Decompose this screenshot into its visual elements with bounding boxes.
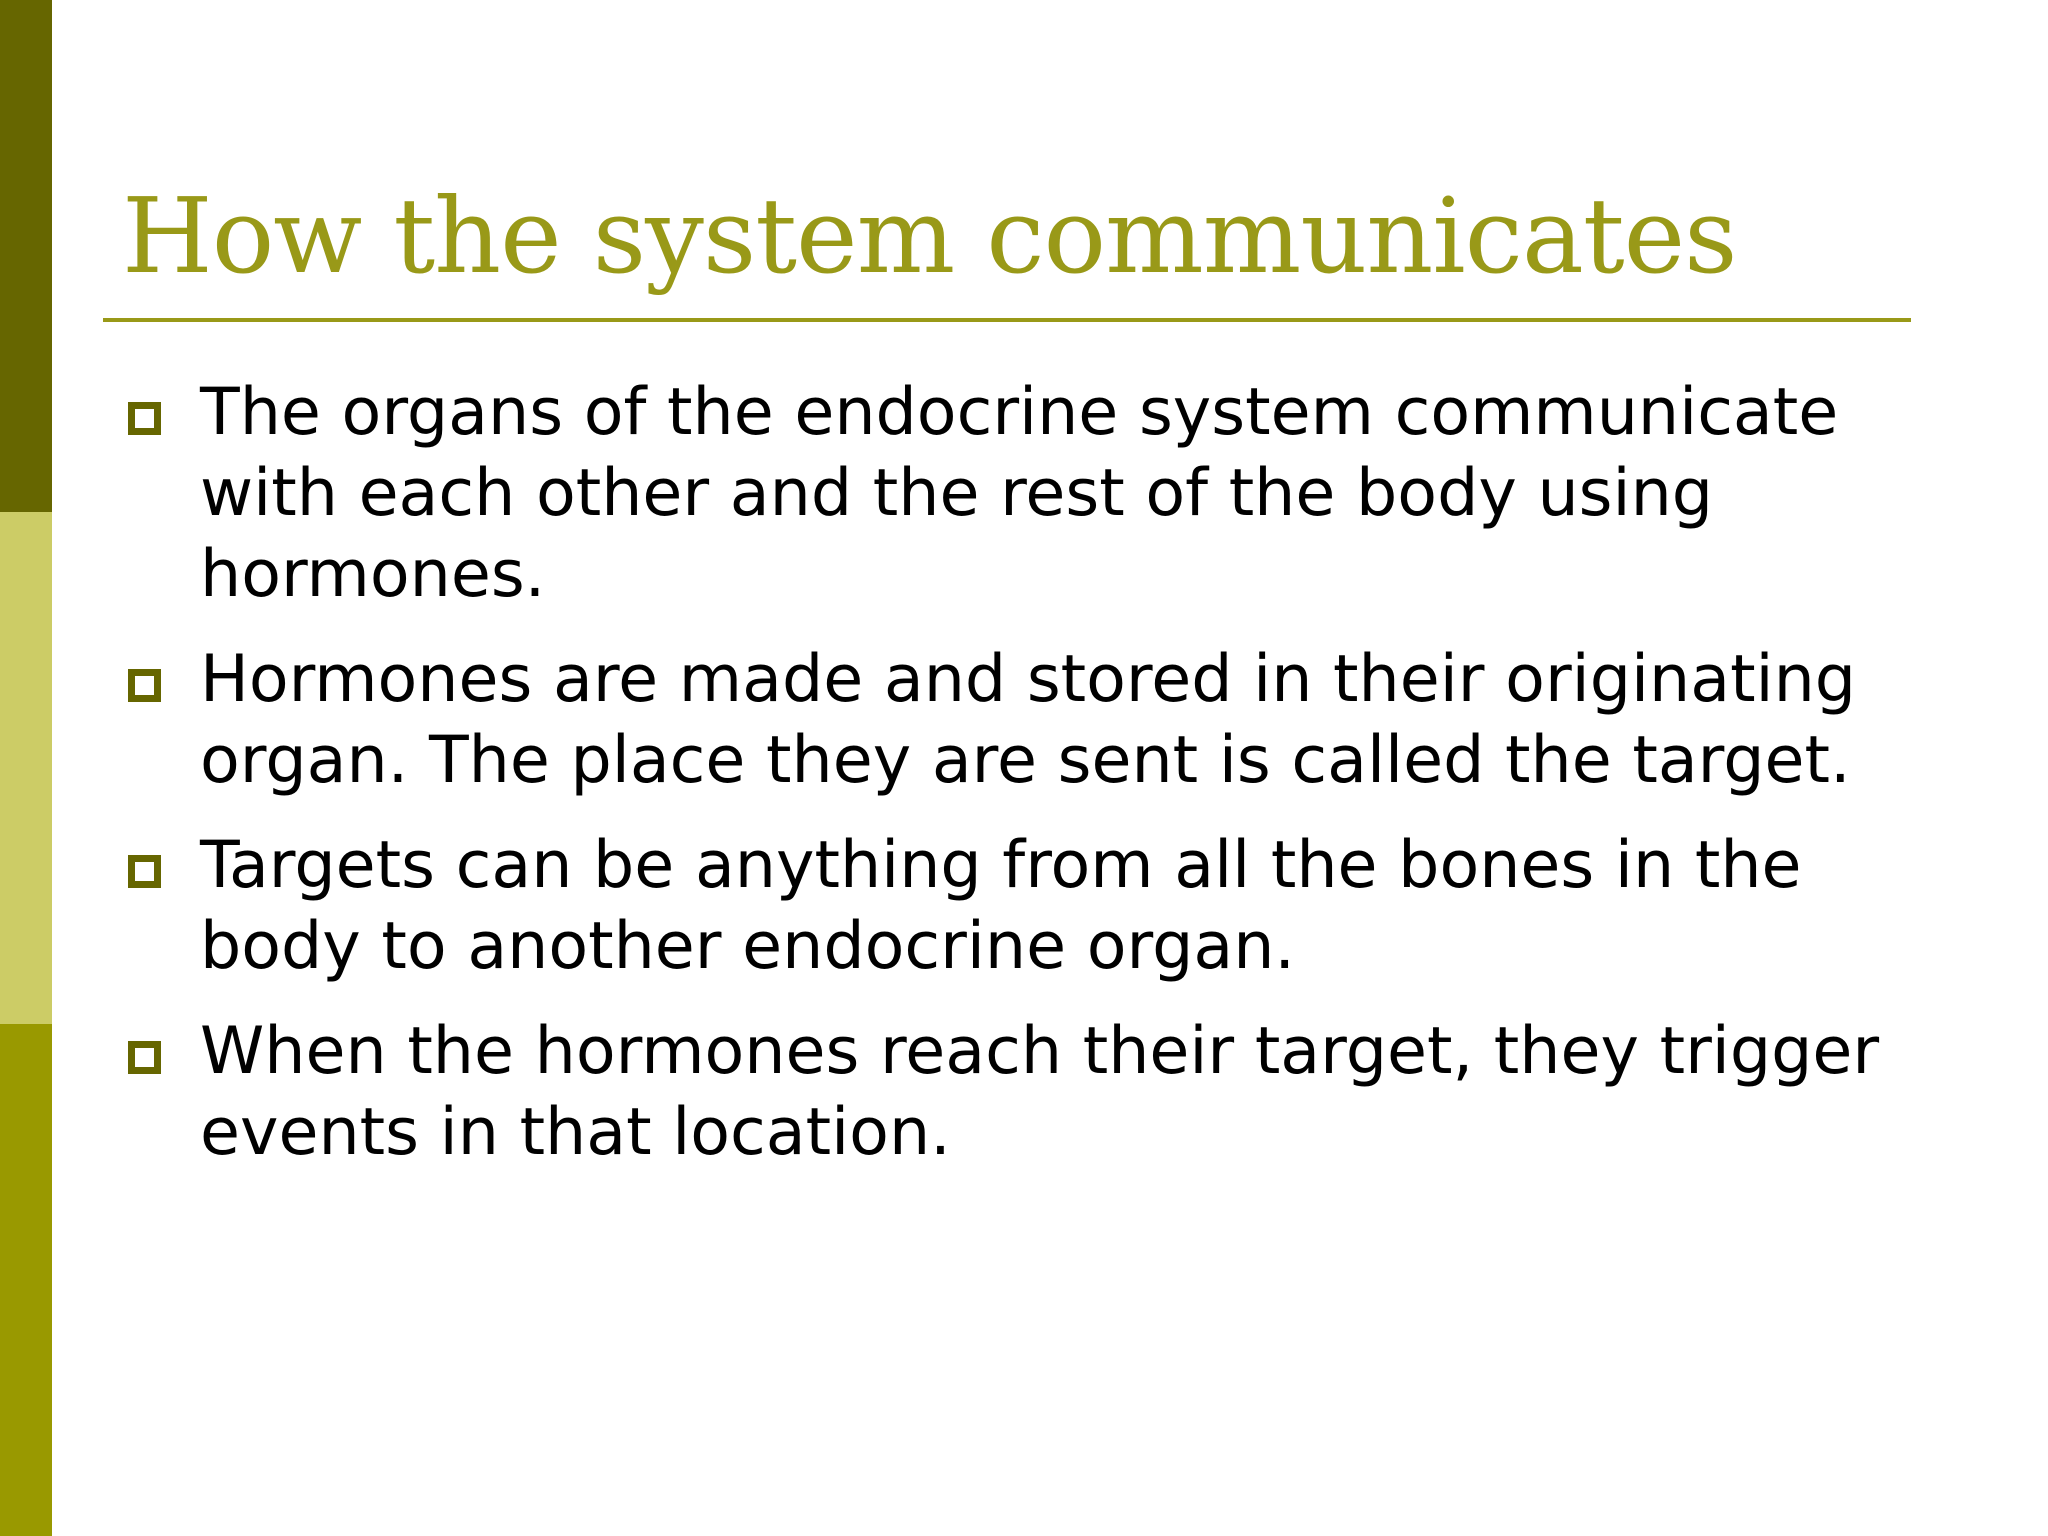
hollow-square-icon xyxy=(128,402,161,435)
bullet-item xyxy=(126,639,1926,801)
hollow-square-icon xyxy=(128,669,161,702)
bullet-list xyxy=(126,372,1926,1197)
bullet-text: Hormones are made and stored in their originating organ. The place they are sent is called the target. xyxy=(200,642,1857,798)
bullet-text: The organs of the endocrine system communicate with each other and the rest of the body using hormones. xyxy=(200,375,1839,612)
decorative-side-strip xyxy=(0,0,52,1536)
slide-title: How the system communicates xyxy=(122,175,1737,297)
bullet-item xyxy=(126,372,1926,615)
bullet-item xyxy=(126,1011,1926,1173)
hollow-square-icon xyxy=(128,1041,161,1074)
bullet-text: When the hormones reach their target, they trigger events in that location. xyxy=(200,1014,1880,1170)
strip-segment-top xyxy=(0,0,52,512)
title-underline xyxy=(103,318,1911,322)
hollow-square-icon xyxy=(128,855,161,888)
strip-segment-bottom xyxy=(0,1024,52,1536)
bullet-text: Targets can be anything from all the bones in the body to another endocrine organ. xyxy=(200,828,1802,984)
bullet-item xyxy=(126,825,1926,987)
strip-segment-middle xyxy=(0,512,52,1024)
